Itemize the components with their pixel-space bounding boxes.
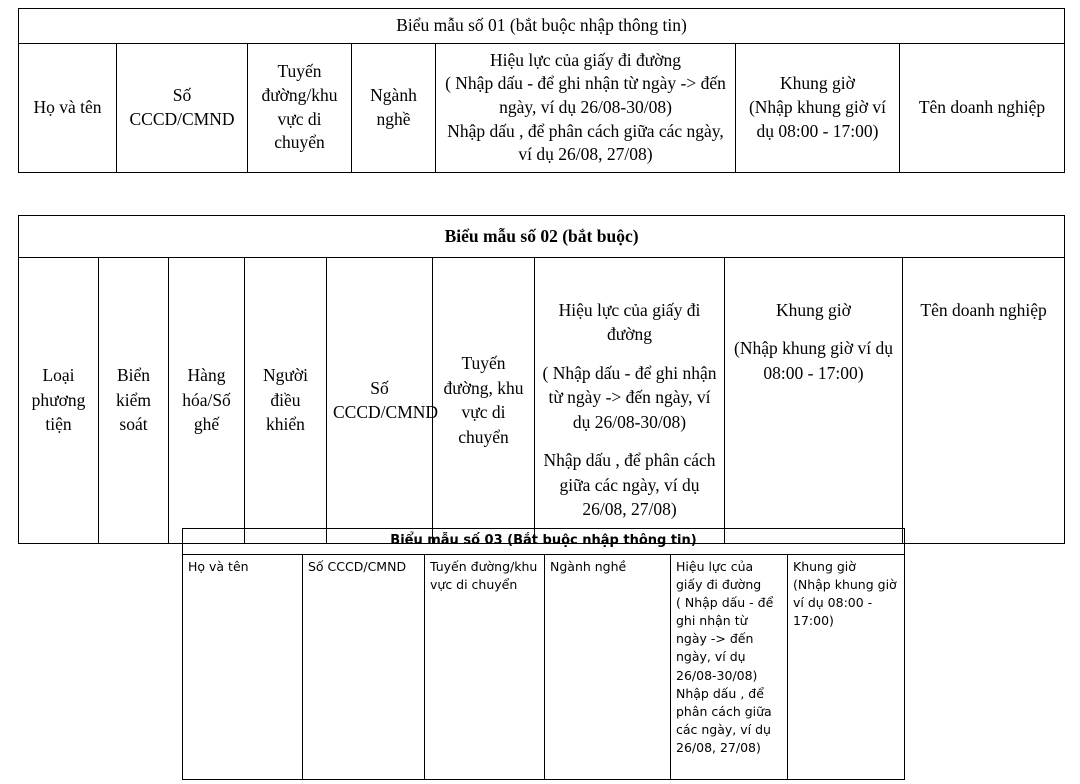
form-02-timeframe-line-1: Khung giờ: [776, 299, 851, 320]
form-01-effective-line-3: Nhập dấu , để phân cách giữa các ngày, ví dụ 26/08, 27/08): [447, 120, 724, 165]
form-02-header-driver: Người điều khiển: [245, 257, 327, 543]
form-02-effective-line-3: Nhập dấu , để phân cách giữa các ngày, ví dụ 26/08, 27/08): [543, 450, 716, 519]
form-01-effective-line-2: ( Nhập dấu - để ghi nhận từ ngày -> đến ngày, ví dụ 26/08-30/08): [445, 73, 726, 117]
form-02-title-row: [19, 216, 1065, 258]
form-02-header-route: Tuyến đường, khu vực di chuyển: [433, 257, 535, 543]
form-03-header-effective: [671, 554, 788, 779]
form-01-table: [18, 8, 1065, 173]
form-02-header-goods-seats: Hàng hóa/Số ghế: [169, 257, 245, 543]
form-03-timeframe-line-2: (Nhập khung giờ ví dụ 08:00 - 17:00): [793, 576, 897, 629]
form-01-timeframe-line-2: (Nhập khung giờ ví dụ 08:00 - 17:00): [748, 96, 887, 141]
form-02-header-plate: Biển kiểm soát: [99, 257, 169, 543]
form-02-header-row: [19, 257, 1065, 543]
form-02-header-id: Số CCCD/CMND: [327, 257, 433, 543]
form-03-effective-line-1: Hiệu lực của giấy đi đường: [676, 558, 762, 592]
form-01-header-company: Tên doanh nghiệp: [900, 43, 1065, 172]
form-02-effective-line-1: Hiệu lực của giấy đi đường: [558, 299, 701, 344]
form-01-header-route: Tuyến đường/khu vực di chuyển: [248, 43, 352, 172]
form-03-header-route: Tuyến đường/khu vực di chuyển: [425, 554, 545, 779]
form-03-header-name: Họ và tên: [183, 554, 303, 779]
form-02-header-timeframe: [725, 257, 903, 543]
form-02-timeframe-line-2: (Nhập khung giờ ví dụ 08:00 - 17:00): [734, 338, 893, 383]
form-03-header-job: Ngành nghề: [545, 554, 671, 779]
form-03-header-row: [183, 554, 905, 779]
form-01-timeframe-line-1: Khung giờ: [780, 73, 855, 94]
form-02-effective-line-2: ( Nhập dấu - để ghi nhận từ ngày -> đến ngày, ví dụ 26/08-30/08): [542, 362, 717, 432]
form-03-timeframe-line-1: Khung giờ: [793, 558, 856, 574]
form-02-table: [18, 215, 1065, 544]
form-02-title: Biểu mẫu số 02 (bắt buộc): [19, 216, 1065, 258]
form-01-header-row: [19, 43, 1065, 172]
form-02-header-vehicle-type: Loại phương tiện: [19, 257, 99, 543]
form-02-header-effective: [535, 257, 725, 543]
form-02-header-company: Tên doanh nghiệp: [903, 257, 1065, 543]
form-01-header-timeframe: [736, 43, 900, 172]
form-03-header-id: Số CCCD/CMND: [303, 554, 425, 779]
form-01-title: Biểu mẫu số 01 (bắt buộc nhập thông tin): [19, 9, 1065, 44]
form-01-header-name: Họ và tên: [19, 43, 117, 172]
form-01-effective-line-1: Hiệu lực của giấy đi đường: [489, 49, 682, 70]
form-03-table: [182, 528, 905, 780]
form-03-effective-line-3: Nhập dấu , để phân cách giữa các ngày, ví dụ 26/08, 27/08): [676, 685, 772, 756]
form-01-header-job: Ngành nghề: [352, 43, 436, 172]
form-03-header-timeframe: [788, 554, 905, 779]
form-01-title-row: [19, 9, 1065, 44]
form-03-title-row: [183, 529, 905, 555]
form-03-effective-line-2: ( Nhập dấu - để ghi nhận từ ngày -> đến ngày, ví dụ 26/08-30/08): [676, 595, 774, 683]
form-01-header-id: Số CCCD/CMND: [117, 43, 248, 172]
form-01-header-effective: [436, 43, 736, 172]
form-03-title: Biểu mẫu số 03 (Bắt buộc nhập thông tin): [183, 529, 905, 555]
